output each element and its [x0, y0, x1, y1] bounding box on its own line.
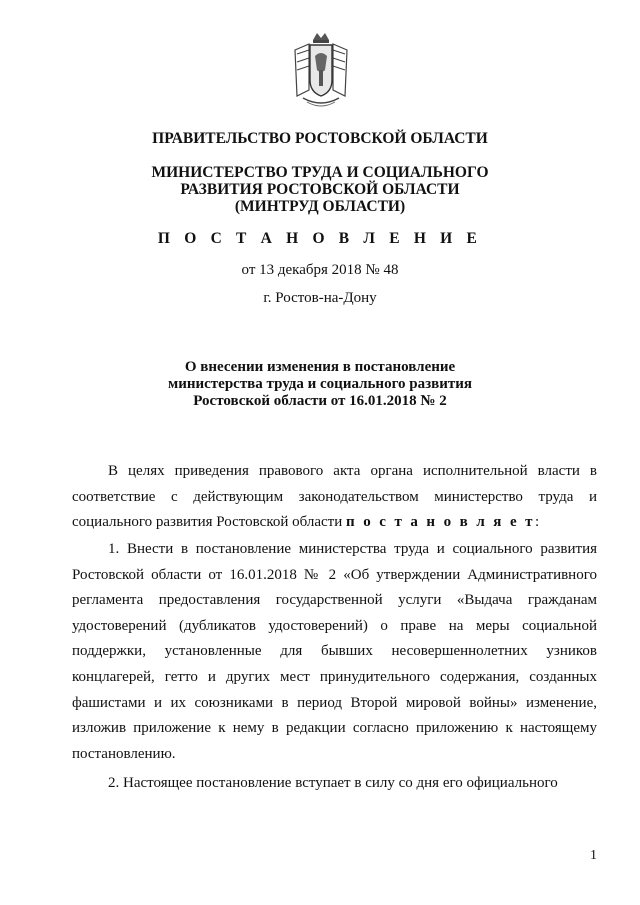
preamble-keyword: п о с т а н о в л я е т — [346, 514, 535, 531]
item-1-text: 1. Внести в постановление министерства труда и социального развития Ростовской области от 16.01.2018 № 2 «Об утверждении Административного регламента предоставления государственной услуги «Выдача гражданам удостоверений (дубликатов удостоверений) о праве на меры социальной поддержки, установленные для бывших несовершеннолетних узников концлагерей, гетто и других мест принудительного содержания, созданных фашистами и их союзниками в период Второй мировой войны» изменение, изложив приложение к нему в редакции согласно приложению к настоящему постановлению. — [72, 541, 597, 762]
item-2-paragraph — [72, 771, 597, 797]
preamble-paragraph — [72, 459, 597, 536]
decree-date: от 13 декабря 2018 № 48 — [241, 262, 399, 278]
subject-line: министерства труда и социального развития — [167, 376, 473, 392]
preamble-end: : — [534, 514, 540, 531]
item-2-text: 2. Настоящее постановление вступает в силу со дня его официального — [108, 775, 558, 791]
government-title: ПРАВИТЕЛЬСТВО РОСТОВСКОЙ ОБЛАСТИ — [152, 130, 488, 147]
decree-city: г. Ростов-на-Дону — [263, 290, 377, 306]
coat-of-arms-emblem — [291, 30, 351, 110]
preamble-text: В целях приведения правового акта органа исполнительной власти в соответствие с действующим законодательством министерство труда и социального развития Ростовской области — [72, 463, 597, 531]
item-1-paragraph — [72, 537, 597, 767]
decree-subject — [0, 359, 640, 410]
ministry-line: (МИНТРУД ОБЛАСТИ) — [234, 198, 406, 215]
ministry-line: МИНИСТЕРСТВО ТРУДА И СОЦИАЛЬНОГО — [151, 164, 489, 181]
ministry-title — [0, 164, 640, 215]
page-number: 1 — [590, 848, 597, 863]
decree-title: П О С Т А Н О В Л Е Н И Е — [157, 230, 483, 247]
subject-line: Ростовской области от 16.01.2018 № 2 — [193, 393, 447, 409]
ministry-line: РАЗВИТИЯ РОСТОВСКОЙ ОБЛАСТИ — [180, 181, 460, 198]
subject-line: О внесении изменения в постановление — [184, 359, 456, 375]
